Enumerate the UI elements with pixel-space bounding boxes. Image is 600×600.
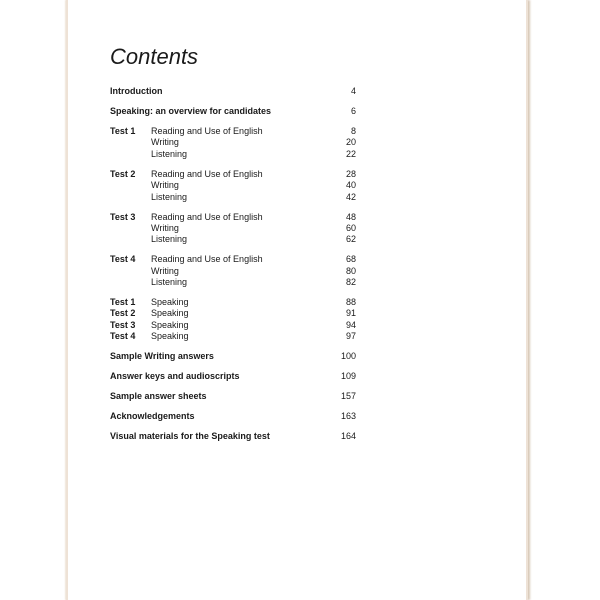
toc-test-label: Test 4 <box>110 331 136 342</box>
toc-entry <box>110 254 356 265</box>
toc-label: Sample Writing answers <box>110 351 214 362</box>
toc-page-number: 8 <box>350 125 356 136</box>
toc-label: Listening <box>151 191 188 202</box>
toc-page-number: 109 <box>340 371 356 382</box>
toc-test-label: Test 1 <box>110 297 136 308</box>
toc-label: Listening <box>151 148 188 159</box>
toc-group-test-3 <box>110 212 356 246</box>
toc-label: Listening <box>151 277 188 288</box>
table-of-contents <box>110 86 356 443</box>
toc-page-number: 62 <box>345 234 356 245</box>
toc-test-label: Test 3 <box>110 211 136 222</box>
toc-entry <box>110 223 356 234</box>
toc-entry <box>110 169 356 180</box>
toc-test-label: Test 2 <box>110 168 136 179</box>
toc-label: Introduction <box>110 86 163 96</box>
toc-page-number: 97 <box>345 331 356 342</box>
toc-page-number: 40 <box>345 180 356 191</box>
toc-page-number: 88 <box>345 297 356 308</box>
toc-entry <box>110 137 356 148</box>
toc-entry-visual-materials <box>110 431 356 442</box>
toc-entry <box>110 277 356 288</box>
toc-label: Speaking: an overview for candidates <box>110 105 272 116</box>
toc-label: Reading and Use of English <box>151 168 263 179</box>
toc-entry-introduction <box>110 86 356 97</box>
toc-entry <box>110 320 356 331</box>
toc-entry-acknowledgements <box>110 411 356 422</box>
toc-page-number: 48 <box>345 211 356 222</box>
toc-page-number: 157 <box>340 391 356 402</box>
toc-entry <box>110 180 356 191</box>
toc-test-label: Test 4 <box>110 254 136 265</box>
toc-entry-sample-writing <box>110 351 356 362</box>
toc-test-label: Test 2 <box>110 308 136 319</box>
toc-label: Writing <box>151 265 179 276</box>
toc-entry <box>110 266 356 277</box>
toc-label: Speaking <box>151 308 189 319</box>
toc-page-number: 164 <box>340 431 356 442</box>
toc-page-number: 94 <box>345 319 356 330</box>
toc-label: Acknowledgements <box>110 411 195 422</box>
toc-label: Writing <box>151 137 179 148</box>
toc-label: Reading and Use of English <box>151 125 263 136</box>
toc-entry <box>110 331 356 342</box>
toc-page-number: 68 <box>345 254 356 265</box>
toc-page-number: 20 <box>345 137 356 148</box>
toc-entry <box>110 126 356 137</box>
toc-label: Reading and Use of English <box>151 254 263 265</box>
toc-label: Speaking <box>151 297 189 308</box>
toc-label: Visual materials for the Speaking test <box>110 431 270 442</box>
toc-page-number: 163 <box>340 411 356 422</box>
toc-label: Writing <box>151 222 179 233</box>
toc-page-number: 22 <box>345 148 356 159</box>
toc-label: Answer keys and audioscripts <box>110 371 240 382</box>
toc-label: Speaking <box>151 331 189 342</box>
toc-page-number: 4 <box>350 86 356 96</box>
toc-label: Sample answer sheets <box>110 391 207 402</box>
toc-group-test-1 <box>110 126 356 160</box>
toc-page-number: 80 <box>345 265 356 276</box>
toc-page-number: 91 <box>345 308 356 319</box>
toc-test-label: Test 1 <box>110 125 136 136</box>
toc-group-test-4 <box>110 254 356 288</box>
toc-group-test-2 <box>110 169 356 203</box>
toc-page-number: 60 <box>345 222 356 233</box>
toc-page-number: 100 <box>340 351 356 362</box>
toc-test-label: Test 3 <box>110 319 136 330</box>
toc-page-number: 82 <box>345 277 356 288</box>
toc-entry-answer-sheets <box>110 391 356 402</box>
toc-label: Speaking <box>151 319 189 330</box>
toc-entry <box>110 297 356 308</box>
toc-page-number: 42 <box>345 191 356 202</box>
toc-label: Listening <box>151 234 188 245</box>
toc-group-speaking <box>110 297 356 343</box>
toc-label: Reading and Use of English <box>151 211 263 222</box>
toc-entry <box>110 149 356 160</box>
toc-entry-answer-keys <box>110 371 356 382</box>
toc-page-number: 28 <box>345 168 356 179</box>
toc-entry <box>110 308 356 319</box>
toc-entry-speaking-overview <box>110 106 356 117</box>
toc-page-number: 6 <box>350 105 356 116</box>
toc-label: Writing <box>151 180 179 191</box>
page-title: Contents <box>110 44 199 69</box>
toc-entry <box>110 234 356 245</box>
toc-entry <box>110 212 356 223</box>
document-page <box>66 0 528 600</box>
toc-entry <box>110 192 356 203</box>
